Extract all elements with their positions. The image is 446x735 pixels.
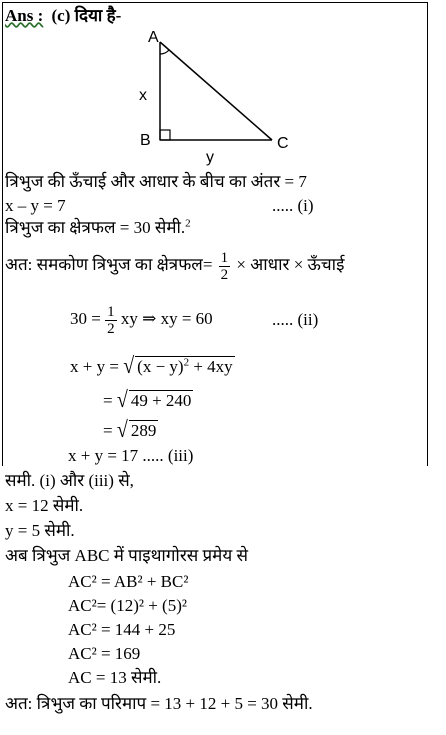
y-value: y = 5 सेमी. [5, 521, 75, 540]
half-numerator: 1 [220, 249, 229, 266]
sqrt-sign-icon: √ [116, 387, 128, 413]
pythagoras-step-2: AC²= (12)² + (5)² [68, 596, 187, 615]
eq2-rhs: xy ⇒ xy = 60 [120, 309, 213, 328]
step3-radicand: 289 [130, 421, 157, 440]
sum-formula [70, 353, 235, 379]
eq2-numerator: 1 [107, 303, 115, 320]
half-denominator: 2 [220, 266, 229, 283]
ans-text: (c) दिया है- [51, 6, 122, 25]
equation-1-tag: ..... (i) [272, 196, 314, 215]
vertex-c-label: C [277, 135, 289, 152]
sqrt-sign-icon: √ [116, 417, 128, 443]
perimeter-result: अत: त्रिभुज का परिमाप = 13 + 12 + 5 = 30 सेमी. [5, 694, 313, 713]
pythagoras-step-5: AC = 13 सेमी. [68, 668, 162, 687]
equation-2 [70, 302, 213, 337]
eq2-lhs: 30 = [70, 309, 101, 328]
ans-label: Ans : [5, 6, 44, 25]
radicand-tail: + 4xy [193, 357, 233, 376]
sum-step-2 [103, 387, 193, 413]
sum-radicand [135, 356, 235, 377]
area-unit-sup: 2 [185, 217, 191, 230]
equation-3: x + y = 17 ..... (iii) [68, 446, 194, 465]
radicand-exponent: 2 [183, 356, 190, 369]
equation-1: x – y = 7 [5, 196, 66, 215]
angle-a-arc [160, 50, 169, 54]
area-given-text: त्रिभुज का क्षेत्रफल = 30 सेमी. [5, 218, 186, 237]
pythagoras-step-1: AC² = AB² + BC² [68, 572, 189, 591]
side-ac [160, 42, 272, 140]
step2-radicand: 49 + 240 [130, 391, 192, 410]
sum-step-3 [103, 417, 158, 443]
eq2-half-fraction [105, 304, 117, 337]
answer-header [5, 6, 121, 26]
height-base-difference: त्रिभुज की ऊँचाई और आधार के बीच का अंतर = 7 [5, 172, 307, 191]
sum-lhs: x + y = [70, 357, 119, 376]
x-value: x = 12 सेमी. [5, 496, 84, 515]
vertex-b-label: B [140, 132, 151, 149]
side-x-label: x [139, 87, 147, 104]
eq2-denominator: 2 [107, 320, 115, 337]
half-fraction [219, 250, 231, 283]
pythagoras-step-4: AC² = 169 [68, 644, 141, 663]
pythagoras-step-3: AC² = 144 + 25 [68, 620, 176, 639]
step3-eq: = [103, 421, 113, 440]
step2-eq: = [103, 391, 113, 410]
from-equations: समी. (i) और (iii) से, [5, 471, 134, 490]
area-given [5, 218, 191, 238]
equation-2-tag: ..... (ii) [272, 310, 319, 329]
vertex-a-label: A [148, 29, 159, 46]
pythagoras-intro: अब त्रिभुज ABC में पाइथागोरस प्रमेय से [5, 546, 248, 565]
area-formula-tail: × आधार × ऊँचाई [236, 255, 345, 274]
right-angle-mark [160, 130, 170, 140]
side-y-label: y [206, 149, 214, 166]
area-formula [5, 248, 344, 283]
sqrt-sign-icon: √ [123, 353, 135, 379]
radicand-term: (x − y) [137, 357, 184, 376]
area-formula-lead: अत: समकोण त्रिभुज का क्षेत्रफल= [5, 255, 213, 274]
